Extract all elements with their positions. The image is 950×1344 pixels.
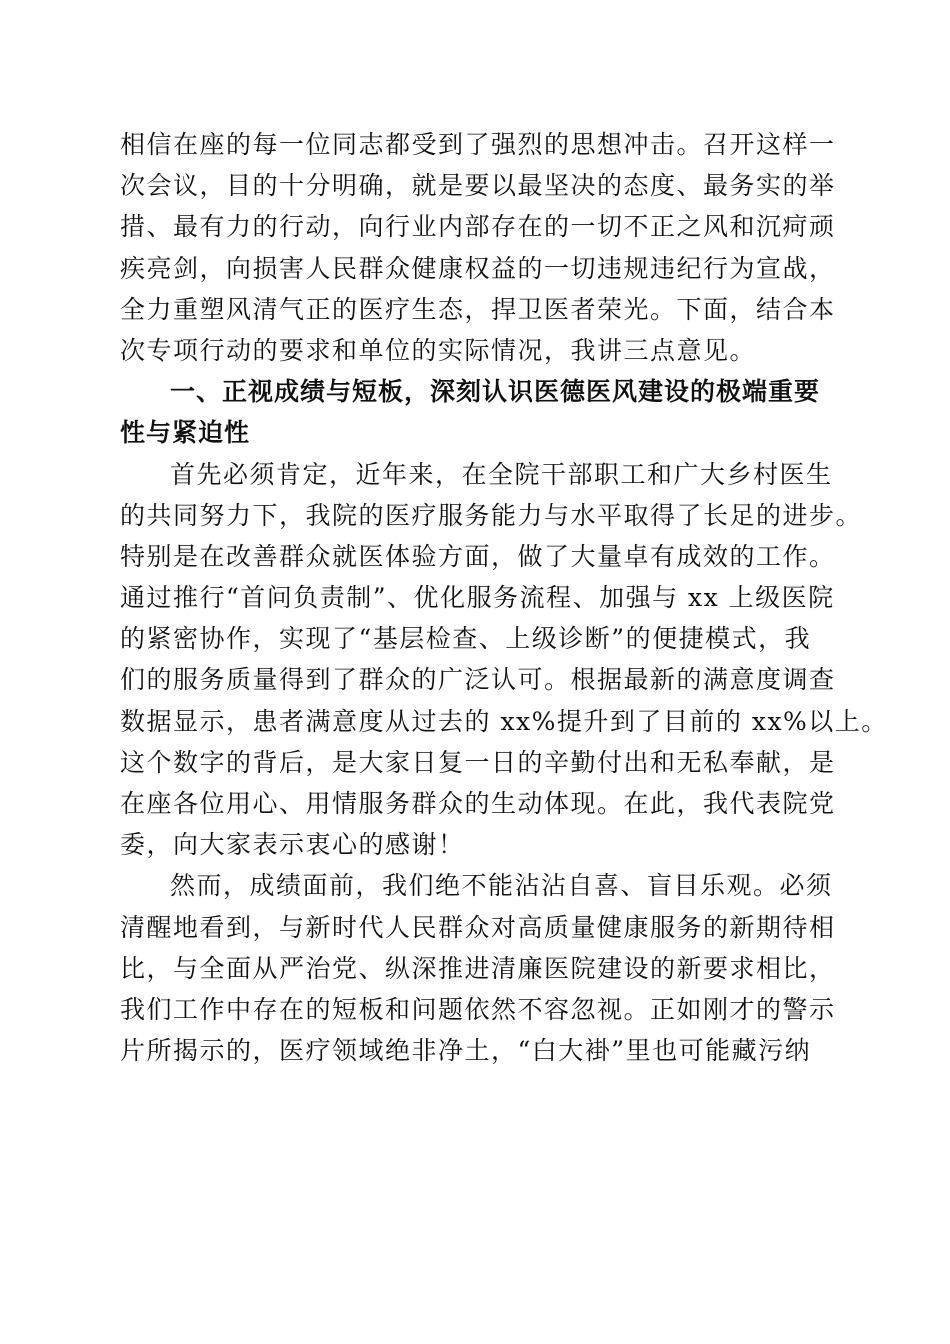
paragraph-line: 数据显示，患者满意度从过去的 xx%提升到了目前的 xx%以上。 (120, 706, 888, 736)
paragraph-line: 这个数字的背后，是大家日复一日的辛勤付出和无私奉献，是 (120, 747, 836, 777)
paragraph-line: 疾亮剑，向损害人民群众健康权益的一切违规违纪行为宣战， (120, 253, 836, 283)
paragraph-line: 比，与全面从严治党、纵深推进清廉医院建设的新要求相比， (120, 953, 836, 983)
section-heading (120, 371, 832, 453)
paragraph-line: 在座各位用心、用情服务群众的生动体现。在此，我代表院党 (120, 789, 836, 818)
paragraph-line: 措、最有力的行动，向行业内部存在的一切不正之风和沉疴顽 (120, 212, 836, 242)
paragraph-line: 片所揭示的，医疗领域绝非净土，“白大褂”里也可能藏污纳 (120, 1036, 812, 1066)
heading-line: 一、正视成绩与短板，深刻认识医德医风建设的极端重要 (170, 377, 821, 407)
paragraph-line: 们的服务质量得到了群众的广泛认可。根据最新的满意度调查 (120, 665, 836, 695)
paragraph-line: 的共同努力下，我院的医疗服务能力与水平取得了长足的进步。 (120, 500, 863, 530)
paragraph-line: 我们工作中存在的短板和问题依然不容忽视。正如刚才的警示 (120, 994, 836, 1024)
paragraph-line: 相信在座的每一位同志都受到了强烈的思想冲击。召开这样一 (120, 130, 836, 159)
opening-paragraph (120, 124, 836, 371)
paragraph-line: 次会议，目的十分明确，就是要以最坚决的态度、最务实的举 (120, 171, 836, 201)
document-body (120, 124, 888, 1071)
paragraph-line: 通过推行“首问负责制”、优化服务流程、加强与 xx 上级医院 (120, 583, 835, 613)
paragraph-achievements (120, 454, 888, 866)
paragraph-shortcomings (120, 865, 836, 1071)
heading-line: 性与紧迫性 (120, 418, 251, 448)
paragraph-line: 全力重塑风清气正的医疗生态，捍卫医者荣光。下面，结合本 (120, 294, 836, 324)
paragraph-line: 委，向大家表示衷心的感谢！ (120, 830, 465, 860)
paragraph-line: 特别是在改善群众就医体验方面，做了大量卓有成效的工作。 (120, 541, 836, 571)
paragraph-line: 然而，成绩面前，我们绝不能沾沾自喜、盲目乐观。必须 (170, 871, 833, 901)
paragraph-line: 清醒地看到，与新时代人民群众对高质量健康服务的新期待相 (120, 912, 836, 942)
paragraph-line: 首先必须肯定，近年来，在全院干部职工和广大乡村医生 (170, 459, 833, 489)
paragraph-line: 的紧密协作，实现了“基层检查、上级诊断”的便捷模式，我 (120, 624, 812, 654)
paragraph-line: 次专项行动的要求和单位的实际情况，我讲三点意见。 (120, 335, 757, 365)
